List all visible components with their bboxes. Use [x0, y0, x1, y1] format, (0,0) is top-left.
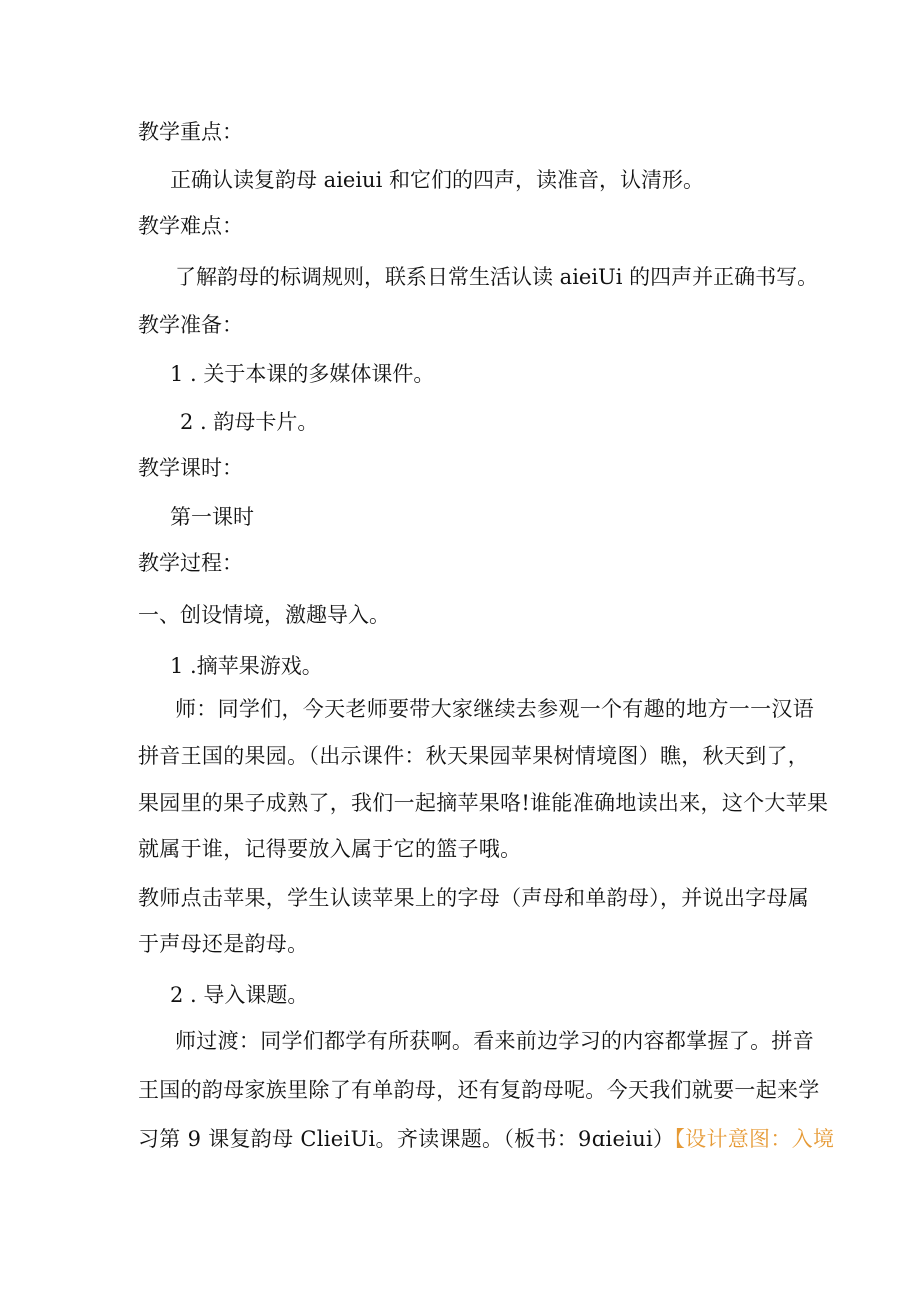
step1-paragraph-line: 师：同学们，今天老师要带大家继续去参观一个有趣的地方一一汉语: [175, 697, 814, 721]
process-heading: 教学过程：: [138, 551, 243, 575]
hours-heading: 教学课时：: [138, 456, 243, 480]
hours-text: 第一课时: [170, 505, 254, 529]
preparation-item: 1 . 关于本课的多媒体课件。: [170, 362, 435, 386]
part1-heading: 一、创设情境，激趣导入。: [138, 603, 390, 627]
key-points-text: 正确认读复韵母 aieiui 和它们的四声，读准音，认清形。: [170, 168, 704, 192]
step2-paragraph-line: 师过渡：同学们都学有所获啊。看来前边学习的内容都掌握了。拼音: [175, 1029, 814, 1053]
step1-note-line: 于声母还是韵母。: [138, 932, 309, 956]
preparation-heading: 教学准备：: [138, 313, 243, 337]
step1-heading: 1 .摘苹果游戏。: [170, 654, 323, 678]
step1-note-line: 教师点击苹果，学生认读苹果上的字母（声母和单韵母），并说出字母属: [138, 886, 810, 910]
step2-paragraph-line: 王国的韵母家族里除了有单韵母，还有复韵母呢。今天我们就要一起来学: [138, 1078, 820, 1102]
step2-heading: 2 . 导入课题。: [170, 983, 309, 1007]
difficulties-heading: 教学难点：: [138, 214, 243, 238]
step1-paragraph-line: 就属于谁，记得要放入属于它的篮子哦。: [138, 837, 522, 861]
step2-paragraph-line: [138, 1124, 834, 1154]
preparation-item: 2 . 韵母卡片。: [180, 410, 319, 434]
design-intent-note: 【设计意图：入境: [674, 1127, 835, 1151]
key-points-heading: 教学重点：: [138, 120, 243, 144]
step1-paragraph-line: 果园里的果子成熟了，我们一起摘苹果咯!谁能准确地读出来，这个大苹果: [138, 791, 829, 815]
step1-paragraph-line: 拼音王国的果园。（出示课件：秋天果园苹果树情境图）瞧，秋天到了，: [138, 744, 810, 768]
step2-last-line-text: 习第 9 课复韵母 ClieiUi。齐读课题。（板书：9ɑieiui）: [138, 1127, 675, 1151]
difficulties-text: 了解韵母的标调规则，联系日常生活认读 aieiUi 的四声并正确书写。: [175, 265, 819, 289]
